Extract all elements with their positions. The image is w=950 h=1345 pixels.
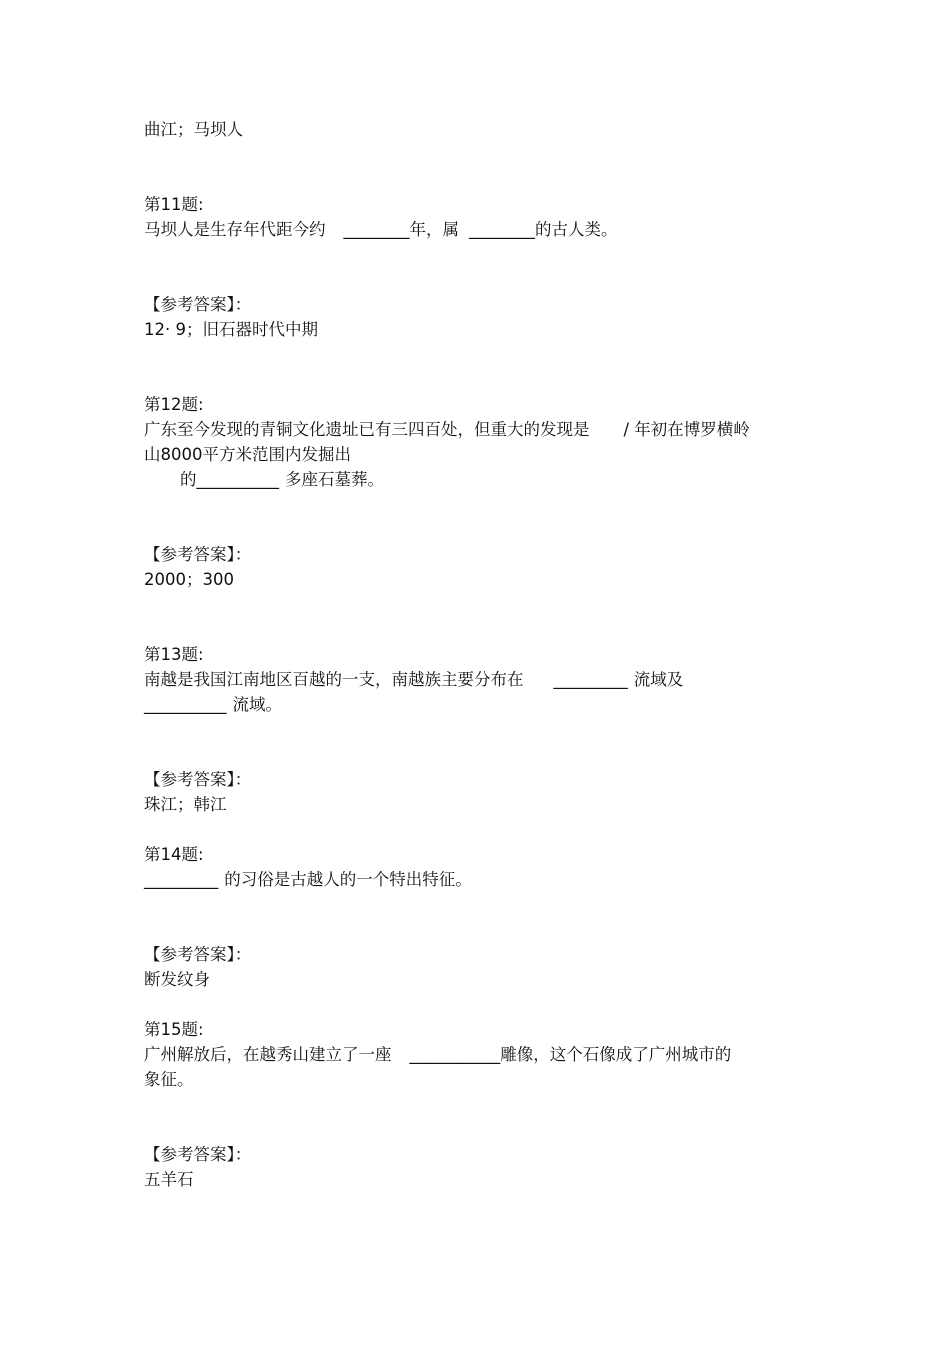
q11-blank1: ________ — [343, 220, 410, 239]
answer-12-text: 2000；300 — [144, 570, 234, 589]
question-15-line1 — [144, 1043, 731, 1067]
answer-13-text: 珠江；韩江 — [144, 795, 227, 814]
question-12-line1 — [144, 418, 750, 442]
question-11-text — [144, 218, 618, 242]
answer-12-label: 【参考答案】： — [144, 545, 252, 564]
question-11-label: 第11题: — [144, 195, 204, 214]
question-13-label: 第13题: — [144, 645, 204, 664]
answer-15-label: 【参考答案】： — [144, 1145, 252, 1164]
q15-line1-part1: 广州解放后，在越秀山建立了一座 — [144, 1045, 392, 1064]
answer-11-label: 【参考答案】： — [144, 295, 252, 314]
question-12-line3 — [180, 468, 384, 492]
question-14-text — [144, 868, 472, 892]
q13-line1-part2: 流域及 — [633, 670, 684, 689]
q11-part1: 马坝人是生存年代距今约 — [144, 220, 326, 239]
question-12-label: 第12题: — [144, 395, 204, 414]
q13-blank1: _________ — [553, 670, 628, 689]
answer-14-text: 断发纹身 — [144, 970, 210, 989]
question-15-line2: 象征。 — [144, 1070, 194, 1089]
q11-blank2: ________ — [469, 220, 535, 239]
q14-blank: _________ — [144, 870, 219, 889]
q12-line3-part2: 多座石墓葬。 — [285, 470, 384, 489]
q13-blank2: __________ — [144, 695, 227, 714]
question-12-line2: 山8000平方米范围内发掘出 — [144, 445, 351, 464]
answer-15-text: 五羊石 — [144, 1170, 194, 1189]
q14-part1: 的习俗是古越人的一个特出特征。 — [224, 870, 472, 889]
q15-line1-part2: 雕像，这个石像成了广州城市的 — [500, 1045, 732, 1064]
question-13-line1 — [144, 668, 683, 692]
q15-blank: ___________ — [409, 1045, 501, 1064]
q13-line1-part1: 南越是我国江南地区百越的一支，南越族主要分布在 — [144, 670, 524, 689]
answer-10-text: 曲江；马坝人 — [144, 120, 243, 139]
q12-line3-part1: 的 — [180, 470, 197, 489]
question-13-line2 — [144, 693, 282, 717]
q12-blank: __________ — [196, 470, 279, 489]
q13-line2-part2: 流域。 — [232, 695, 282, 714]
question-14-label: 第14题: — [144, 845, 204, 864]
answer-11-text: 12· 9；旧石器时代中期 — [144, 320, 318, 339]
q12-line1-part1: 广东至今发现的青铜文化遗址已有三四百处，但重大的发现是 — [144, 420, 590, 439]
answer-13-label: 【参考答案】： — [144, 770, 252, 789]
q12-line1-part2: / 年初在博罗横岭 — [623, 420, 750, 439]
answer-14-label: 【参考答案】： — [144, 945, 252, 964]
q11-part2: 年，属 — [409, 220, 459, 239]
q11-part3: 的古人类。 — [535, 220, 618, 239]
question-15-label: 第15题: — [144, 1020, 204, 1039]
